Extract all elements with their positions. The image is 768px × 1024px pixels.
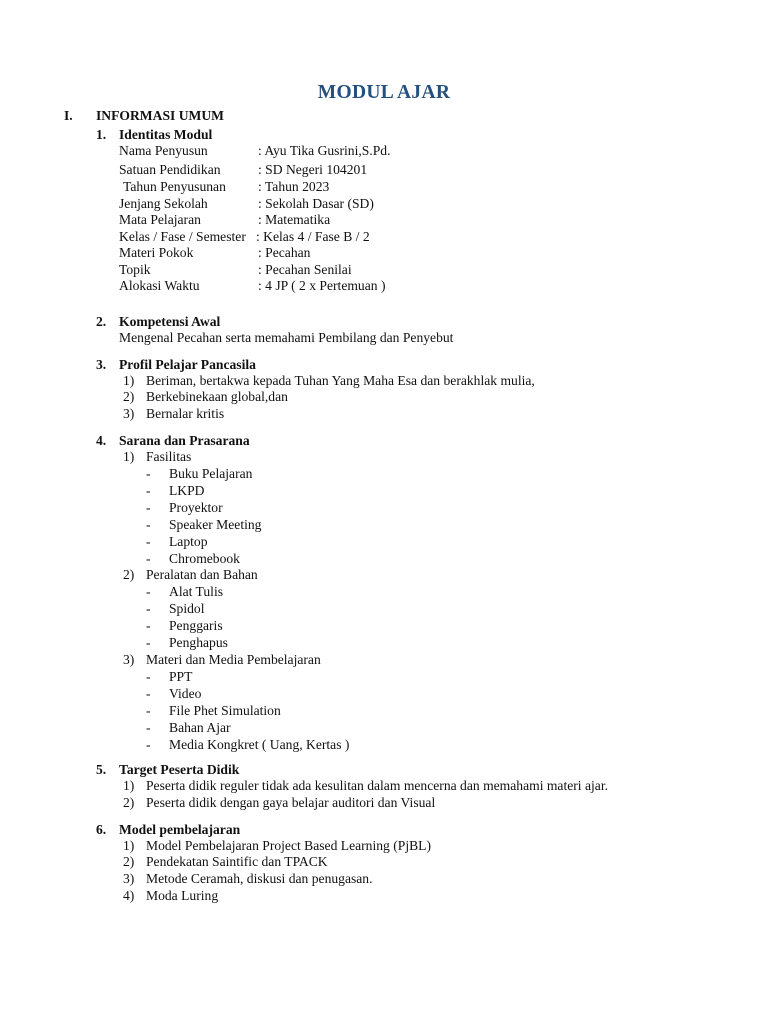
identity-value: : Tahun 2023 bbox=[258, 179, 330, 194]
identity-value: : Kelas 4 / Fase B / 2 bbox=[256, 229, 370, 244]
list-number: 1) bbox=[123, 778, 135, 793]
identity-label: Satuan Pendidikan bbox=[119, 162, 221, 177]
subsection-heading: Model pembelajaran bbox=[119, 822, 241, 837]
dash-bullet: - bbox=[146, 551, 151, 566]
dash-bullet: - bbox=[146, 601, 151, 616]
list-item: Beriman, bertakwa kepada Tuhan Yang Maha Esa dan berakhlak mulia, bbox=[146, 373, 535, 388]
paragraph-text: Mengenal Pecahan serta memahami Pembilang dan Penyebut bbox=[119, 330, 454, 345]
dash-bullet: - bbox=[146, 720, 151, 735]
identity-label: Topik bbox=[119, 262, 151, 277]
list-item: Penghapus bbox=[169, 635, 228, 650]
list-item: File Phet Simulation bbox=[169, 703, 281, 718]
list-item: Media Kongkret ( Uang, Kertas ) bbox=[169, 737, 350, 752]
dash-bullet: - bbox=[146, 686, 151, 701]
list-item: Moda Luring bbox=[146, 888, 219, 903]
list-item: PPT bbox=[169, 669, 193, 684]
identity-label: Jenjang Sekolah bbox=[119, 196, 208, 211]
identity-label: Kelas / Fase / Semester bbox=[119, 229, 246, 244]
list-number: 2) bbox=[123, 389, 135, 404]
dash-bullet: - bbox=[146, 534, 151, 549]
dash-bullet: - bbox=[146, 584, 151, 599]
subsection-number: 2. bbox=[96, 314, 107, 329]
identity-label: Materi Pokok bbox=[119, 245, 194, 260]
list-number: 1) bbox=[123, 838, 135, 853]
list-item: Penggaris bbox=[169, 618, 223, 633]
list-item: Speaker Meeting bbox=[169, 517, 262, 532]
dash-bullet: - bbox=[146, 618, 151, 633]
list-item: Buku Pelajaran bbox=[169, 466, 253, 481]
list-item: Alat Tulis bbox=[169, 584, 224, 599]
list-item: Berkebinekaan global,dan bbox=[146, 389, 288, 404]
identity-value: : Pecahan Senilai bbox=[258, 262, 352, 277]
list-group-label: Peralatan dan Bahan bbox=[146, 567, 258, 582]
dash-bullet: - bbox=[146, 737, 151, 752]
list-item: Metode Ceramah, diskusi dan penugasan. bbox=[146, 871, 373, 886]
identity-label: Tahun Penyusunan bbox=[123, 179, 226, 194]
subsection-number: 3. bbox=[96, 357, 107, 372]
subsection-heading: Target Peserta Didik bbox=[119, 762, 240, 777]
list-number: 4) bbox=[123, 888, 135, 903]
identity-label: Alokasi Waktu bbox=[119, 278, 200, 293]
list-group-label: Fasilitas bbox=[146, 449, 192, 464]
list-item: LKPD bbox=[169, 483, 205, 498]
list-item: Model Pembelajaran Project Based Learning (PjBL) bbox=[146, 838, 432, 853]
subsection-number: 6. bbox=[96, 822, 107, 837]
subsection-number: 5. bbox=[96, 762, 107, 777]
list-item: Peserta didik dengan gaya belajar auditori dan Visual bbox=[146, 795, 436, 810]
identity-value: : Ayu Tika Gusrini,S.Pd. bbox=[258, 143, 391, 158]
list-item: Proyektor bbox=[169, 500, 223, 515]
list-item: Chromebook bbox=[169, 551, 240, 566]
subsection-heading: Identitas Modul bbox=[119, 127, 213, 142]
subsection-number: 4. bbox=[96, 433, 107, 448]
list-item: Laptop bbox=[169, 534, 208, 549]
list-number: 3) bbox=[123, 871, 135, 886]
identity-label: Nama Penyusun bbox=[119, 143, 208, 158]
identity-value: : 4 JP ( 2 x Pertemuan ) bbox=[258, 278, 386, 293]
list-item: Spidol bbox=[169, 601, 205, 616]
list-number: 2) bbox=[123, 795, 135, 810]
list-number: 3) bbox=[123, 406, 135, 421]
list-number: 1) bbox=[123, 449, 135, 464]
subsection-heading: Sarana dan Prasarana bbox=[119, 433, 250, 448]
dash-bullet: - bbox=[146, 517, 151, 532]
list-number: 3) bbox=[123, 652, 135, 667]
subsection-heading: Profil Pelajar Pancasila bbox=[119, 357, 256, 372]
list-item: Bahan Ajar bbox=[169, 720, 231, 735]
dash-bullet: - bbox=[146, 703, 151, 718]
identity-value: : Matematika bbox=[258, 212, 331, 227]
document-title: MODUL AJAR bbox=[317, 82, 451, 103]
identity-value: : Sekolah Dasar (SD) bbox=[258, 196, 374, 211]
list-item: Peserta didik reguler tidak ada kesulitan dalam mencerna dan memahami materi ajar. bbox=[146, 778, 609, 793]
list-number: 2) bbox=[123, 567, 135, 582]
dash-bullet: - bbox=[146, 466, 151, 481]
section-heading: INFORMASI UMUM bbox=[96, 108, 224, 123]
identity-value: : Pecahan bbox=[258, 245, 311, 260]
list-item: Bernalar kritis bbox=[146, 406, 225, 421]
dash-bullet: - bbox=[146, 483, 151, 498]
list-item: Pendekatan Saintific dan TPACK bbox=[146, 854, 328, 869]
list-number: 2) bbox=[123, 854, 135, 869]
subsection-number: 1. bbox=[96, 127, 107, 142]
identity-value: : SD Negeri 104201 bbox=[258, 162, 368, 177]
dash-bullet: - bbox=[146, 635, 151, 650]
identity-label: Mata Pelajaran bbox=[119, 212, 201, 227]
subsection-heading: Kompetensi Awal bbox=[119, 314, 221, 329]
list-item: Video bbox=[169, 686, 202, 701]
dash-bullet: - bbox=[146, 669, 151, 684]
list-group-label: Materi dan Media Pembelajaran bbox=[146, 652, 321, 667]
dash-bullet: - bbox=[146, 500, 151, 515]
list-number: 1) bbox=[123, 373, 135, 388]
section-number: I. bbox=[64, 108, 73, 123]
